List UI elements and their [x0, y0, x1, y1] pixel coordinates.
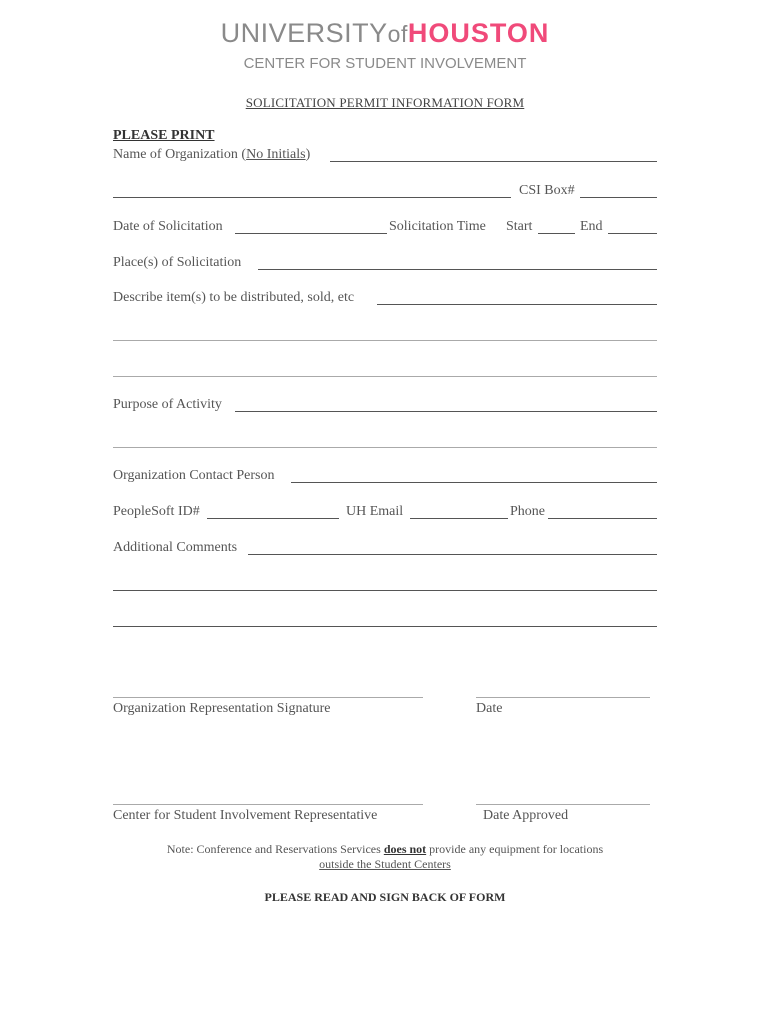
end-label: End — [580, 219, 603, 234]
date-of-solicitation-field[interactable] — [235, 233, 387, 234]
end-time-field[interactable] — [608, 233, 657, 234]
date-approved-label: Date Approved — [483, 808, 569, 823]
org-name-field-continued[interactable] — [113, 197, 511, 198]
note-prefix: Note: Conference and Reservations Services — [166, 842, 384, 856]
solicitation-time-label: Solicitation Time — [389, 219, 486, 234]
equipment-note — [0, 842, 770, 857]
peoplesoft-id-field[interactable] — [207, 518, 339, 519]
purpose-field[interactable] — [235, 411, 657, 412]
signature-date-label: Date — [476, 701, 503, 716]
items-field[interactable] — [377, 304, 657, 305]
logo-houston: HOUSTON — [407, 18, 550, 48]
contact-person-field[interactable] — [291, 482, 657, 483]
purpose-field-line-2[interactable] — [113, 447, 657, 448]
org-name-label-close: ) — [305, 147, 311, 162]
csi-representative-label: Center for Student Involvement Representative — [113, 808, 378, 823]
csi-representative-field[interactable] — [113, 804, 423, 805]
org-name-label — [113, 147, 310, 163]
place-field[interactable] — [258, 269, 657, 270]
purpose-label: Purpose of Activity — [113, 397, 222, 412]
items-field-line-3[interactable] — [113, 376, 657, 377]
phone-label: Phone — [510, 504, 545, 519]
start-time-field[interactable] — [538, 233, 575, 234]
equipment-note-line-2 — [0, 857, 770, 872]
logo-of: of — [387, 21, 408, 47]
start-label: Start — [506, 219, 533, 234]
additional-comments-label: Additional Comments — [113, 540, 238, 555]
date-approved-field[interactable] — [476, 804, 650, 805]
note-line-2-text: outside the Student Centers — [319, 857, 451, 871]
place-label: Place(s) of Solicitation — [113, 255, 242, 270]
items-field-line-2[interactable] — [113, 340, 657, 341]
date-of-solicitation-label: Date of Solicitation — [113, 219, 223, 234]
additional-comments-field[interactable] — [248, 554, 657, 555]
no-initials-text: No Initials — [246, 147, 306, 162]
signature-field[interactable] — [113, 697, 423, 698]
signature-label: Organization Representation Signature — [113, 701, 331, 716]
org-name-label-text: Name of Organization ( — [113, 147, 247, 162]
org-name-field[interactable] — [330, 161, 657, 162]
additional-comments-line-2[interactable] — [113, 590, 657, 591]
peoplesoft-id-label: PeopleSoft ID# — [113, 504, 200, 519]
logo-university: UNIVERSITY — [220, 18, 388, 48]
note-does-not: does not — [383, 842, 427, 856]
note-suffix: provide any equipment for locations — [426, 842, 604, 856]
department-name: CENTER FOR STUDENT INVOLVEMENT — [243, 55, 527, 72]
please-print-heading: PLEASE PRINT — [113, 128, 215, 143]
form-title: SOLICITATION PERMIT INFORMATION FORM — [245, 95, 525, 110]
signature-date-field[interactable] — [476, 697, 650, 698]
additional-comments-line-3[interactable] — [113, 626, 657, 627]
contact-person-label: Organization Contact Person — [113, 468, 275, 483]
csi-box-label: CSI Box# — [519, 183, 575, 198]
uh-email-field[interactable] — [410, 518, 508, 519]
read-and-sign-notice: PLEASE READ AND SIGN BACK OF FORM — [264, 890, 506, 904]
university-logo — [0, 18, 770, 49]
csi-box-field[interactable] — [580, 197, 657, 198]
items-label: Describe item(s) to be distributed, sold, etc — [113, 290, 355, 305]
phone-field[interactable] — [548, 518, 657, 519]
uh-email-label: UH Email — [346, 504, 404, 519]
